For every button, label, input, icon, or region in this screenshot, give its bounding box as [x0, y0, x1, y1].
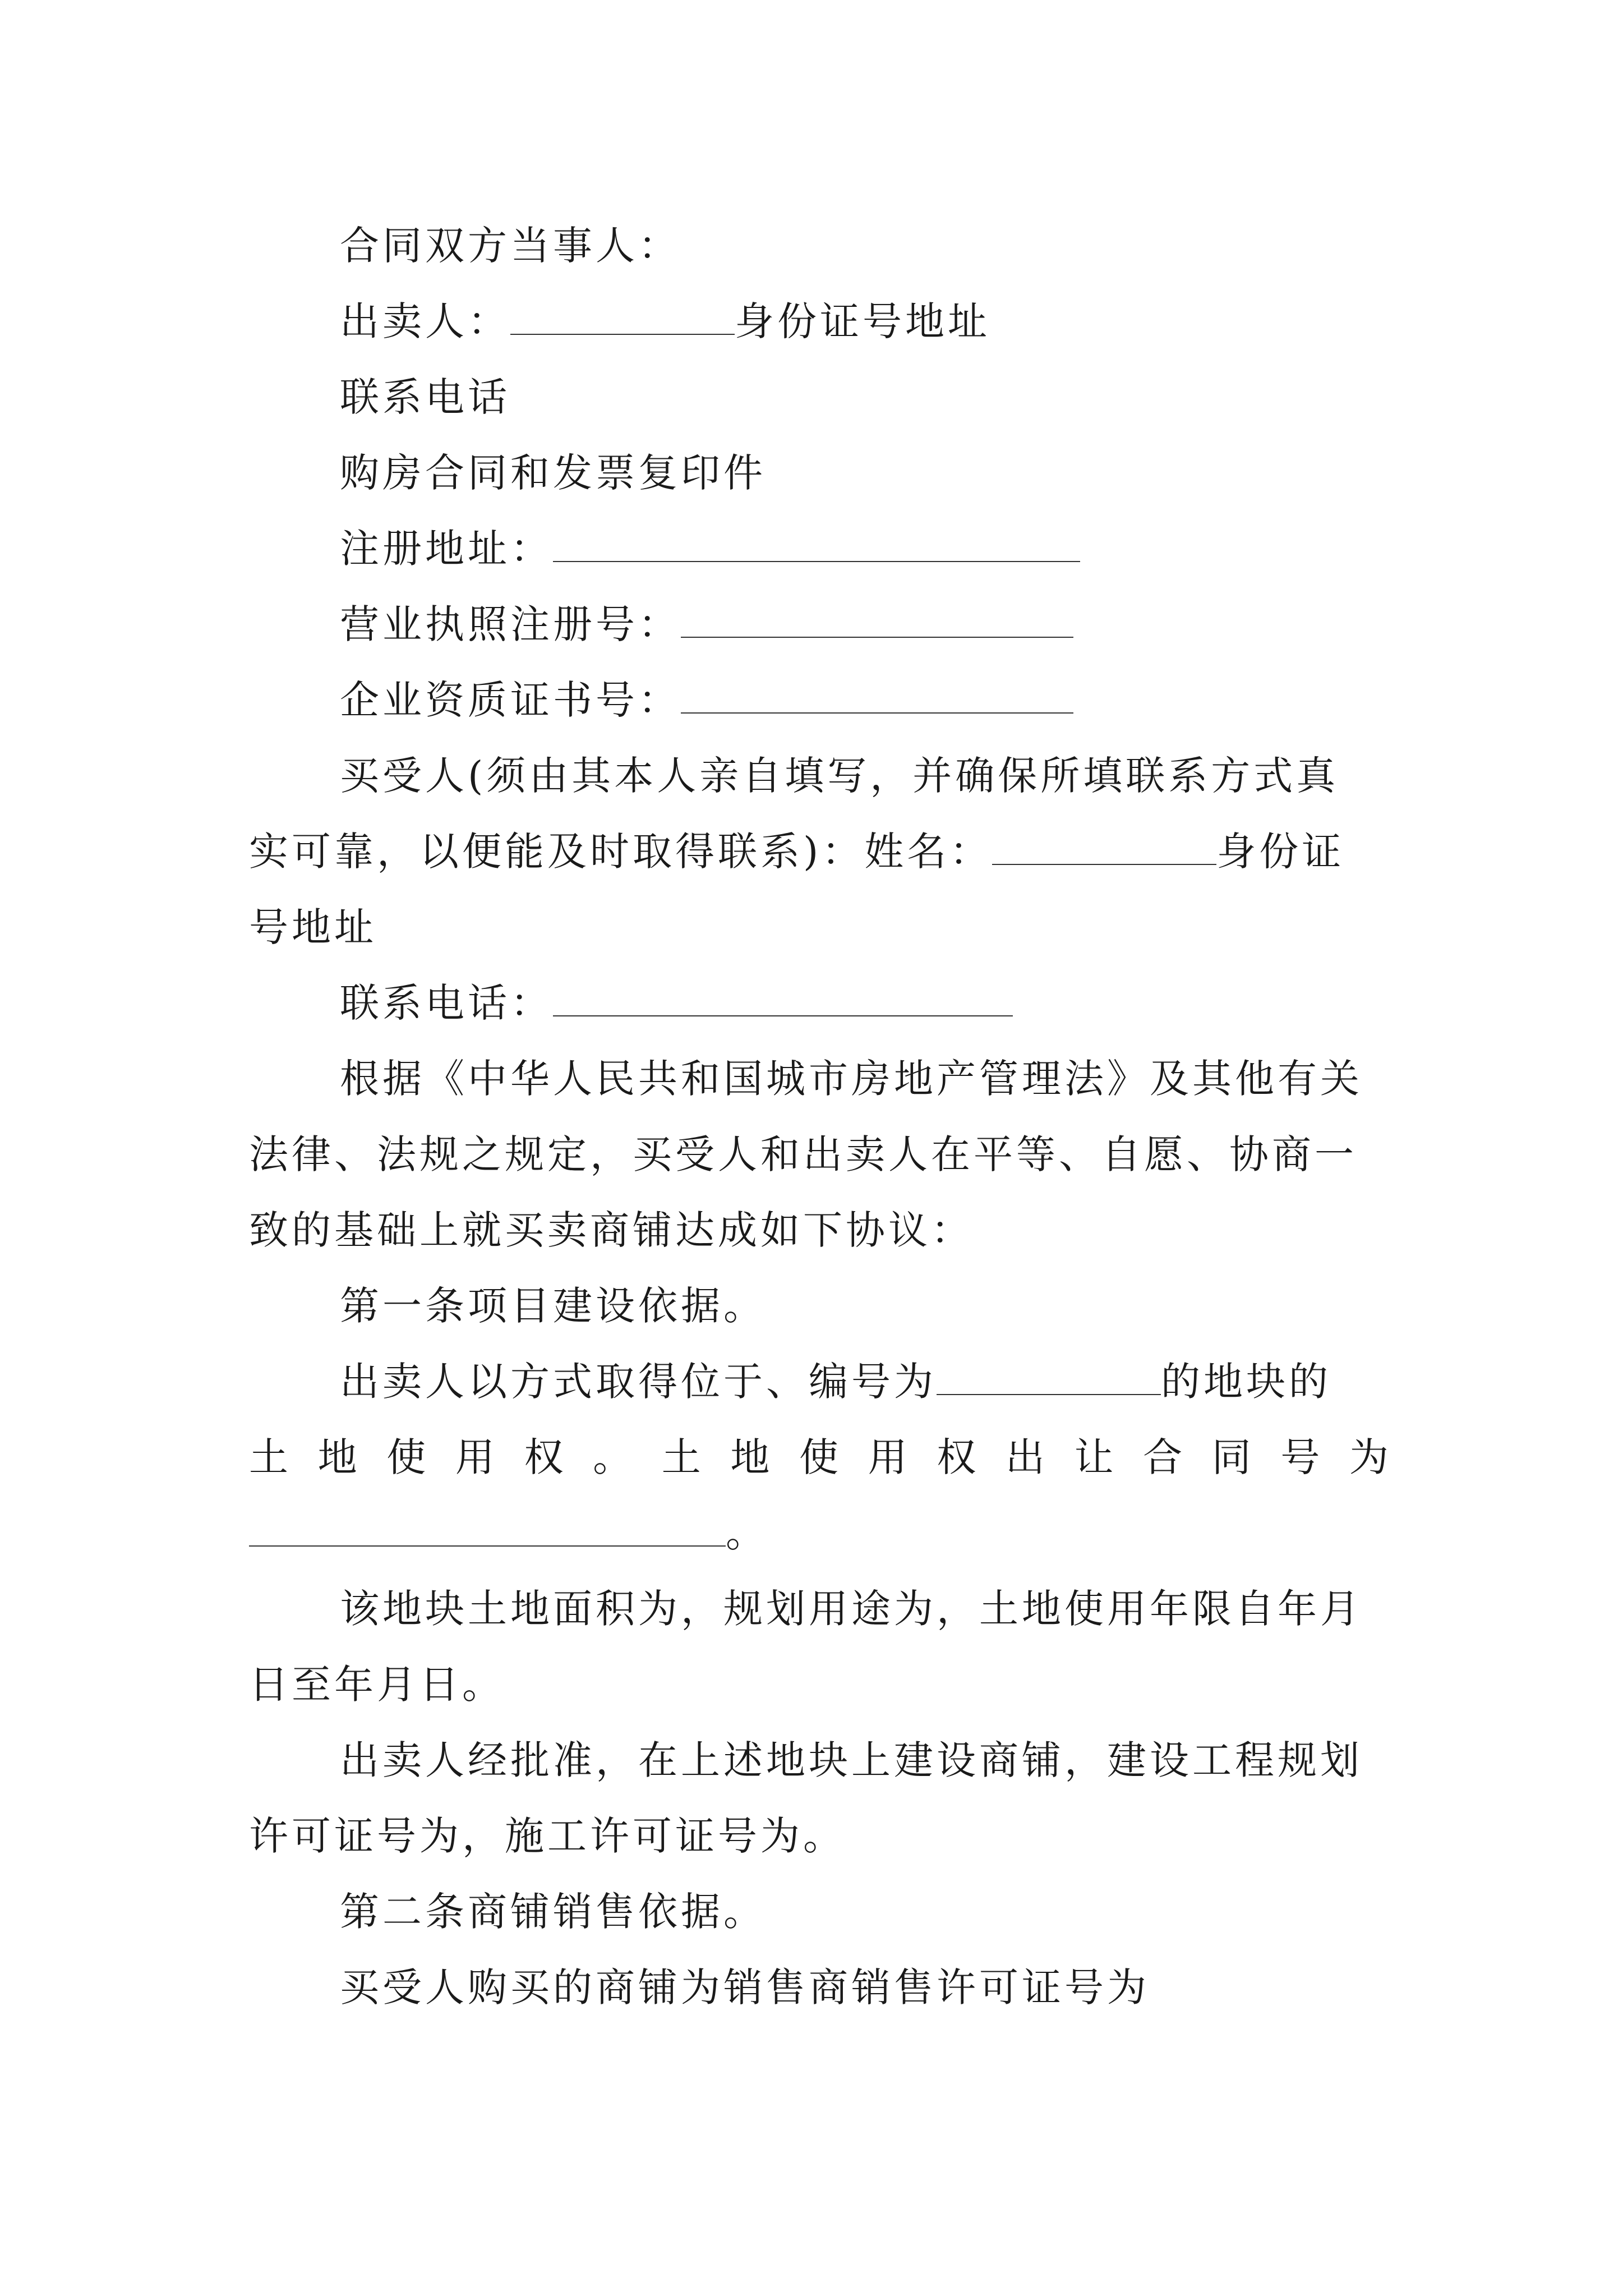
plot-number-blank[interactable] — [937, 1359, 1161, 1395]
article-2-heading — [340, 1885, 766, 1939]
buyer-id-label: 身份证 — [1216, 829, 1345, 875]
spread-char: 权 — [524, 1434, 564, 1480]
registered-address-line — [340, 522, 1080, 576]
basis-para-text3: 致的基础上就买卖商铺达成如下协议： — [249, 1207, 974, 1253]
land-area-line2 — [249, 1658, 505, 1711]
spread-char: 合 — [1143, 1434, 1183, 1480]
registered-address-label: 注册地址： — [340, 526, 553, 572]
period-mark: 。 — [726, 1510, 768, 1556]
qualification-cert-line — [340, 673, 1073, 727]
qualification-cert-label: 企业资质证书号： — [340, 677, 681, 723]
land-acquisition-text: 出卖人以方式取得位于、编号为 — [340, 1359, 937, 1405]
buyer-phone-line — [340, 976, 1013, 1030]
spread-char: 。 — [593, 1434, 633, 1480]
parties-heading-text: 合同双方当事人： — [340, 223, 681, 269]
buyer-name-blank[interactable] — [992, 829, 1216, 865]
buyer-name-line — [249, 825, 1344, 878]
spread-char: 地 — [317, 1434, 357, 1480]
basis-para-text1: 根据《中华人民共和国城市房地产管理法》及其他有关 — [340, 1056, 1363, 1102]
spread-char: 出 — [1005, 1434, 1045, 1480]
spread-char: 使 — [386, 1434, 426, 1480]
buyer-phone-label: 联系电话： — [340, 980, 553, 1026]
sales-permit-line — [340, 1961, 1150, 2014]
land-use-right-line — [249, 1430, 1389, 1484]
seller-id-address-label: 身份证号地址 — [735, 298, 990, 344]
spread-char: 同 — [1211, 1434, 1251, 1480]
spread-char: 用 — [868, 1434, 907, 1480]
buyer-intro-line — [340, 749, 1339, 803]
spread-char: 让 — [1074, 1434, 1114, 1480]
qualification-cert-blank[interactable] — [681, 678, 1073, 714]
registered-address-blank[interactable] — [553, 526, 1080, 562]
spread-char: 用 — [455, 1434, 495, 1480]
land-area-text1: 该地块土地面积为，规划用途为，土地使用年限自年月 — [340, 1586, 1363, 1632]
spread-char: 为 — [1349, 1434, 1389, 1480]
land-area-text2: 日至年月日。 — [249, 1662, 505, 1708]
basis-para-text2: 法律、法规之规定，买受人和出卖人在平等、自愿、协商一 — [249, 1131, 1357, 1177]
buyer-intro-text: 买受人(须由其本人亲自填写，并确保所填联系方式真 — [340, 753, 1339, 799]
land-area-line1 — [340, 1582, 1363, 1636]
sales-permit-text: 买受人购买的商铺为销售商销售许可证号为 — [340, 1964, 1150, 2010]
land-acquisition-line — [340, 1355, 1331, 1409]
spread-char: 使 — [799, 1434, 838, 1480]
spread-char: 地 — [730, 1434, 770, 1480]
approval-line2 — [249, 1809, 846, 1863]
buyer-address-label: 号地址 — [249, 904, 377, 950]
approval-text1: 出卖人经批准，在上述地块上建设商铺，建设工程规划 — [340, 1737, 1363, 1783]
contract-copy-label: 购房合同和发票复印件 — [340, 450, 766, 496]
basis-para-line3 — [249, 1203, 974, 1257]
business-license-blank[interactable] — [681, 602, 1073, 638]
business-license-label: 营业执照注册号： — [340, 601, 681, 647]
approval-line1 — [340, 1733, 1363, 1787]
article-1-heading — [340, 1279, 766, 1333]
spread-char: 权 — [937, 1434, 976, 1480]
basis-para-line1 — [340, 1052, 1363, 1106]
buyer-phone-blank[interactable] — [553, 981, 1013, 1016]
transfer-contract-blank-line — [249, 1506, 768, 1560]
seller-line — [340, 295, 990, 348]
seller-name-blank[interactable] — [510, 299, 735, 335]
transfer-contract-blank[interactable] — [249, 1511, 726, 1547]
contract-copy-line — [340, 446, 766, 500]
business-license-line — [340, 597, 1073, 651]
spread-char: 号 — [1280, 1434, 1320, 1480]
spread-char: 土 — [661, 1434, 701, 1480]
buyer-address-line — [249, 900, 377, 954]
land-acquisition-text-end: 的地块的 — [1161, 1359, 1331, 1405]
seller-phone-label: 联系电话 — [340, 374, 510, 420]
approval-text2: 许可证号为，施工许可证号为。 — [249, 1813, 846, 1859]
parties-heading — [340, 219, 681, 273]
seller-label: 出卖人： — [340, 298, 510, 344]
spread-char: 土 — [249, 1434, 288, 1480]
article-2-heading-text: 第二条商铺销售依据。 — [340, 1889, 766, 1935]
buyer-name-label: 实可靠，以便能及时取得联系)：姓名： — [249, 829, 993, 875]
basis-para-line2 — [249, 1128, 1357, 1181]
article-1-heading-text: 第一条项目建设依据。 — [340, 1283, 766, 1329]
seller-phone-line — [340, 370, 510, 424]
